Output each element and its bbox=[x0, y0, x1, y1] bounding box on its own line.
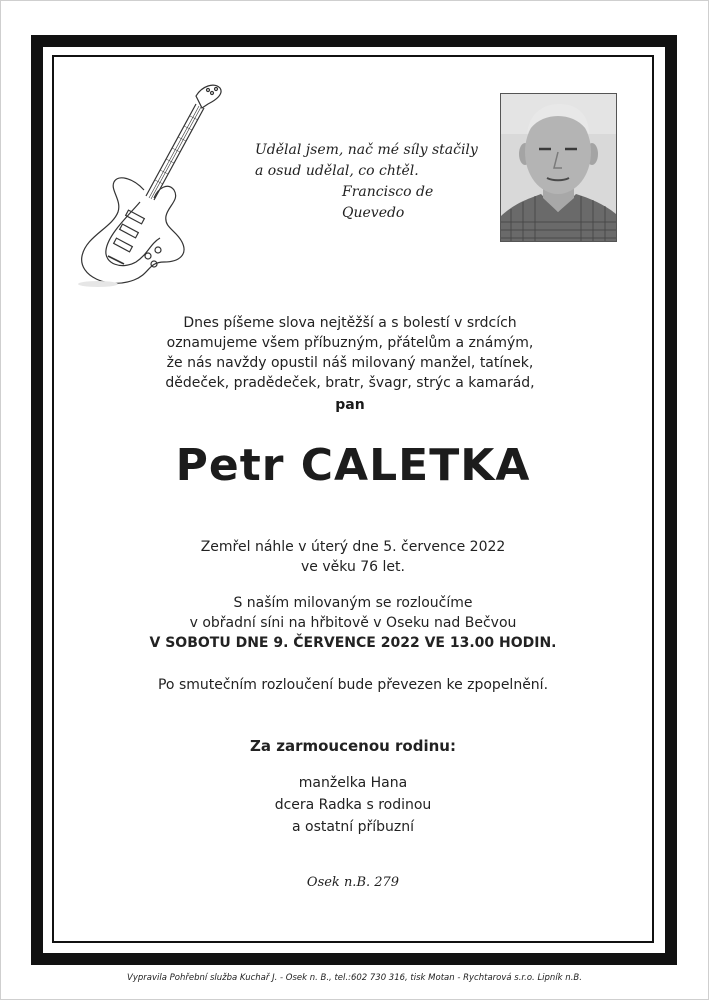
announcement-line: Dnes píšeme slova nejtěžší a s bolestí v srdcích bbox=[183, 315, 517, 331]
memorial-quote bbox=[255, 140, 495, 224]
cremation-note: Po smutečním rozloučení bude převezen ke zpopelnění. bbox=[157, 677, 549, 693]
death-details bbox=[80, 537, 626, 577]
electric-guitar-icon bbox=[78, 78, 223, 288]
family-members bbox=[80, 772, 626, 838]
quote-line: a osud udělal, co chtěl. bbox=[255, 163, 419, 179]
death-age: ve věku 76 let. bbox=[301, 559, 405, 575]
death-date: Zemřel náhle v úterý dne 5. července 2022 bbox=[200, 539, 506, 555]
family-address: Osek n.B. 279 bbox=[306, 875, 400, 890]
funeral-location: v obřadní síni na hřbitově v Oseku nad Bečvou bbox=[189, 615, 517, 631]
deceased-name: Petr CALETKA bbox=[175, 440, 531, 491]
portrait-photo bbox=[500, 93, 617, 242]
quote-author: Francisco de Quevedo bbox=[342, 184, 434, 221]
family-member: dcera Radka s rodinou bbox=[274, 797, 432, 813]
funeral-service-footer: Vypravila Pohřební služba Kuchař J. - Osek n. B., tel.:602 730 316, tisk Motan - Rychtarová s.r.o. Lipník n.B. bbox=[127, 973, 582, 983]
family-member: a ostatní příbuzní bbox=[291, 819, 415, 835]
family-member: manželka Hana bbox=[298, 775, 408, 791]
honorific: pan bbox=[335, 397, 365, 413]
announcement-text bbox=[100, 313, 600, 393]
family-heading: Za zarmoucenou rodinu: bbox=[250, 737, 456, 755]
announcement-line: že nás navždy opustil náš milovaný manžel, tatínek, bbox=[166, 355, 534, 371]
funeral-details bbox=[80, 593, 626, 653]
announcement-line: oznamujeme všem příbuzným, přátelům a známým, bbox=[166, 335, 534, 351]
announcement-line: dědeček, pradědeček, bratr, švagr, strýc a kamarád, bbox=[165, 375, 535, 391]
quote-line: Udělal jsem, nač mé síly stačily bbox=[255, 142, 478, 158]
family-section bbox=[80, 736, 626, 756]
funeral-line: S naším milovaným se rozloučíme bbox=[233, 595, 473, 611]
funeral-date-time: V SOBOTU DNE 9. ČERVENCE 2022 VE 13.00 HODIN. bbox=[149, 635, 557, 651]
